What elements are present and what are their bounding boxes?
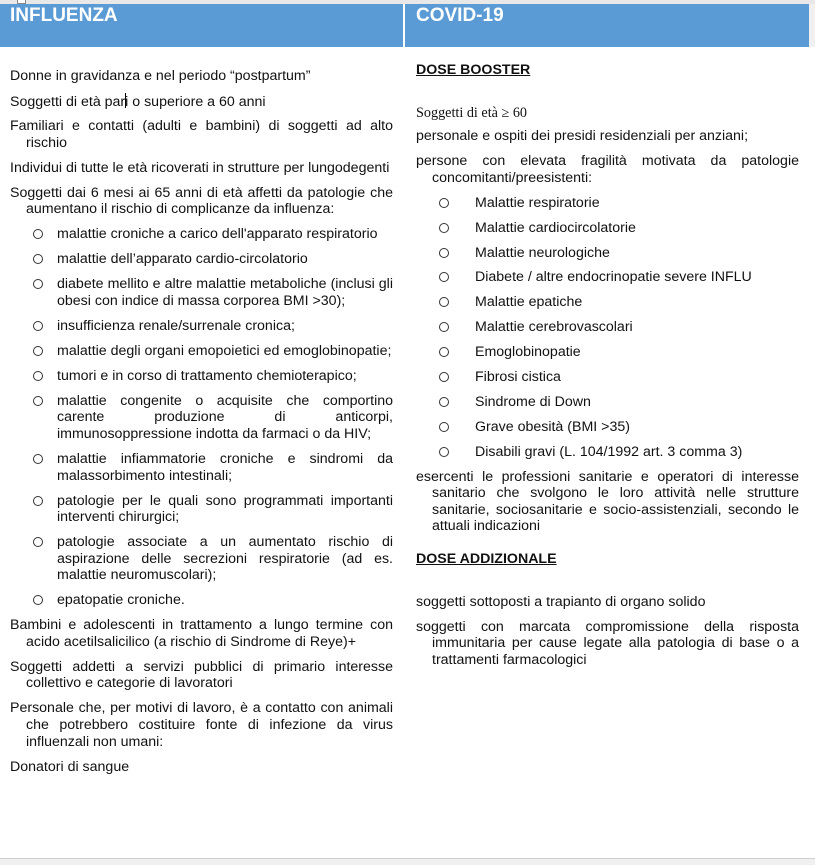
list-item [33, 534, 393, 584]
header-influenza-label: INFLUENZA [10, 5, 118, 26]
circle-bullet-icon [439, 198, 449, 208]
list-item-text: Malattie cardiocircolatorie [475, 219, 636, 236]
influenza-conditions-list [33, 226, 393, 609]
list-item [439, 269, 799, 286]
influenza-item: Personale che, per motivi di lavoro, è a contatto con animali che potrebbero costituire fonte di infezione da virus influenzali non umani: [10, 700, 393, 750]
section-title-booster: DOSE BOOSTER [416, 62, 531, 78]
list-item-text: Disabili gravi (L. 104/1992 art. 3 comma 3) [475, 443, 743, 460]
circle-bullet-icon [33, 537, 43, 547]
list-item-text: epatopatie croniche. [57, 592, 185, 609]
circle-bullet-icon [33, 396, 43, 406]
circle-bullet-icon [439, 347, 449, 357]
section-title-additional: DOSE ADDIZIONALE [416, 550, 557, 567]
list-item [439, 419, 799, 436]
list-item [33, 592, 393, 609]
list-item [439, 220, 799, 237]
list-item-text: Malattie respiratorie [475, 194, 600, 211]
list-item-text: malattie congenite o acquisite che comportino carente produzione di anticorpi, immunosoppressione indotta da farmaci o da HIV; [57, 392, 393, 443]
covid-column[interactable] [416, 47, 799, 677]
list-item-text: Malattie neurologiche [475, 244, 610, 261]
list-item [33, 451, 393, 484]
list-item-text: malattie croniche a carico dell'apparato respiratorio [57, 226, 378, 243]
covid-item: personale e ospiti dei presidi residenziali per anziani; [416, 128, 749, 145]
list-item [33, 368, 393, 385]
list-item-text: Diabete / altre endocrinopatie severe INFLU [475, 269, 752, 286]
covid-item: soggetti con marcata compromissione della risposta immunitaria per cause legate alla patologia di base o a trattamenti farmacologici [416, 618, 799, 668]
list-item [439, 344, 799, 361]
circle-bullet-icon [33, 496, 43, 506]
circle-bullet-icon [33, 595, 43, 605]
circle-bullet-icon [439, 447, 449, 457]
circle-bullet-icon [33, 254, 43, 264]
item-text-before-caret: Soggetti di età par [10, 93, 126, 110]
list-item-text: malattie dell’apparato cardio-circolatorio [57, 251, 308, 268]
circle-bullet-icon [439, 248, 449, 258]
covid-item: persone con elevata fragilità motivata da patologie concomitanti/preesistenti: [416, 153, 799, 186]
list-item-text: insufficienza renale/surrenale cronica; [57, 317, 295, 334]
influenza-item: Donatori di sangue [10, 758, 130, 775]
list-item [439, 444, 799, 461]
list-item [439, 369, 799, 386]
list-item [439, 394, 799, 411]
list-item-text: Grave obesità (BMI >35) [475, 418, 630, 435]
list-item-text: diabete mellito e altre malattie metaboliche (inclusi gli obesi con indice di massa corporea BMI >30); [57, 276, 393, 309]
influenza-item: Familiari e contatti (adulti e bambini) di soggetti ad alto rischio [10, 118, 393, 151]
list-item [33, 493, 393, 526]
circle-bullet-icon [33, 454, 43, 464]
covid-item: esercenti le professioni sanitarie e operatori di interesse sanitario che svolgono le loro attività nelle strutture sanitarie, sociosanitarie e socio-assistenziali, secondo le attuali indicazioni [416, 468, 799, 535]
influenza-item: Individui di tutte le età ricoverati in strutture per lungodegenti [10, 159, 390, 176]
list-item [439, 195, 799, 212]
circle-bullet-icon [439, 322, 449, 332]
list-item [439, 245, 799, 262]
page-bottom-edge [0, 858, 815, 865]
list-item-text: patologie per le quali sono programmati importanti interventi chirurgici; [57, 492, 393, 526]
circle-bullet-icon [33, 371, 43, 381]
list-item [33, 226, 393, 243]
covid-item: Soggetti di età ≥ 60 [416, 104, 528, 121]
list-item [33, 318, 393, 335]
influenza-item: Soggetti addetti a servizi pubblici di primario interesse collettivo e categorie di lavoratori [10, 658, 393, 692]
list-item-text: tumori e in corso di trattamento chemioterapico; [57, 367, 357, 384]
circle-bullet-icon [33, 346, 43, 356]
header-covid-label: COVID-19 [416, 5, 504, 26]
influenza-item: Bambini e adolescenti in trattamento a lungo termine con acido acetilsalicilico (a rischio di Sindrome di Reye)+ [10, 617, 393, 650]
circle-bullet-icon [439, 422, 449, 432]
circle-bullet-icon [439, 272, 449, 282]
list-item-text: Sindrome di Down [475, 393, 591, 410]
list-item-text: Fibrosi cistica [475, 368, 561, 385]
circle-bullet-icon [33, 279, 43, 289]
header-covid [405, 4, 809, 47]
list-item [33, 343, 393, 360]
influenza-item: Soggetti dai 6 mesi ai 65 anni di età affetti da patologie che aumentano il rischio di complicanze da influenza: [10, 184, 393, 218]
list-item-text: Emoglobinopatie [475, 344, 581, 361]
circle-bullet-icon [439, 397, 449, 407]
covid-item: soggetti sottoposti a trapianto di organo solido [416, 593, 706, 610]
circle-bullet-icon [439, 223, 449, 233]
list-item [33, 393, 393, 443]
list-item [33, 276, 393, 309]
circle-bullet-icon [439, 372, 449, 382]
covid-conditions-list [439, 195, 799, 461]
list-item [439, 319, 799, 336]
item-text-after-caret: i o superiore a 60 anni [125, 93, 266, 110]
list-item-text: patologie associate a un aumentato rischio di aspirazione delle secrezioni respiratorie (ad es. malattie neuromuscolari); [57, 534, 393, 584]
list-item-text: Malattie cerebrovascolari [475, 319, 633, 336]
page-margin [809, 4, 815, 47]
list-item-text: Malattie epatiche [475, 294, 583, 311]
list-item [33, 251, 393, 268]
list-item [439, 294, 799, 311]
influenza-item[interactable] [10, 93, 393, 111]
header-influenza [0, 4, 403, 47]
list-item-text: malattie degli organi emopoietici ed emoglobinopatie; [57, 342, 392, 359]
influenza-column[interactable] [10, 47, 393, 784]
influenza-item: Donne in gravidanza e nel periodo “postpartum” [10, 68, 311, 84]
list-item-text: malattie infiammatorie croniche e sindromi da malassorbimento intestinali; [57, 451, 393, 484]
circle-bullet-icon [439, 297, 449, 307]
circle-bullet-icon [33, 229, 43, 239]
circle-bullet-icon [33, 321, 43, 331]
